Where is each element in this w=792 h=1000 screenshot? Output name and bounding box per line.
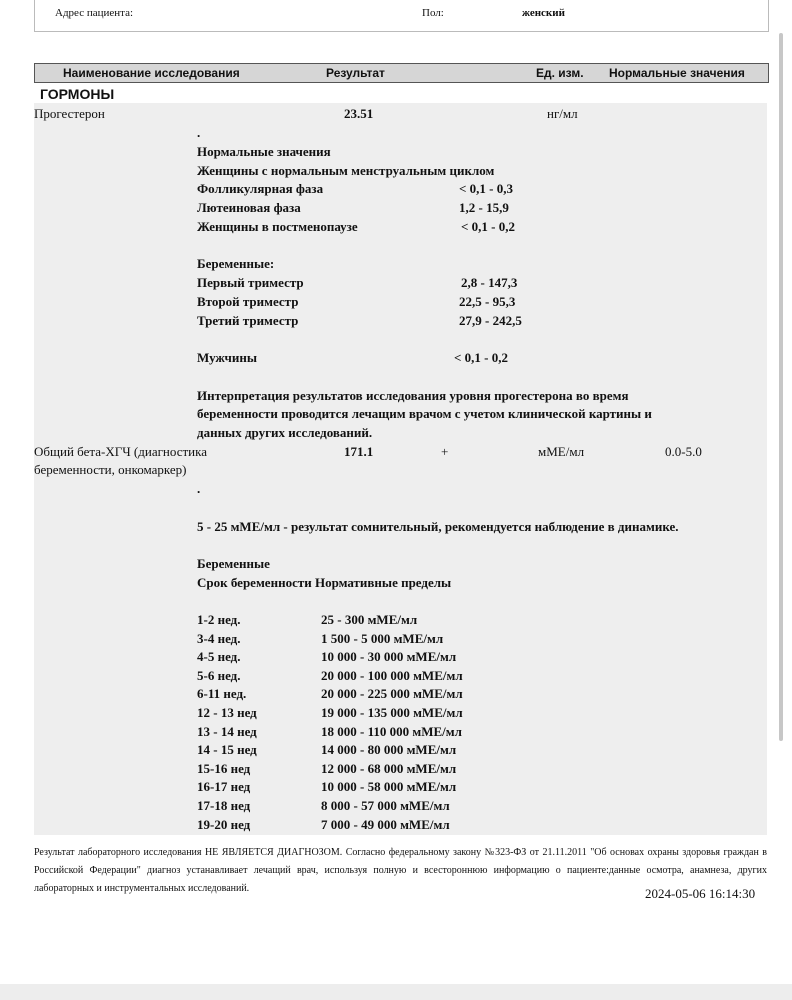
hcg-unit: мМЕ/мл xyxy=(538,444,585,459)
week-term: 14 - 15 нед xyxy=(197,742,257,758)
week-term: 5-6 нед. xyxy=(197,667,241,683)
hcg-name-line2: беременности, онкомаркер) xyxy=(34,462,187,477)
col-result: Результат xyxy=(326,66,385,80)
week-term: 19-20 нед xyxy=(197,816,251,832)
week-range: 7 000 - 49 000 мМЕ/мл xyxy=(321,816,450,832)
hcg-note: 5 - 25 мМЕ/мл - результат сомнительный, рекомендуется наблюдение в динамике. xyxy=(197,519,679,534)
hcg-normal: 0.0-5.0 xyxy=(665,444,702,459)
trimester-label: Третий триместр xyxy=(197,313,299,328)
progesterone-ref-title: Нормальные значения xyxy=(197,144,331,159)
progesterone-dot: . xyxy=(197,125,201,140)
patient-info-box xyxy=(34,0,769,32)
week-range: 25 - 300 мМЕ/мл xyxy=(321,612,418,627)
sex-value: женский xyxy=(522,7,565,19)
men-label: Мужчины xyxy=(197,350,257,365)
bottom-bar xyxy=(0,984,792,1000)
week-range: 19 000 - 135 000 мМЕ/мл xyxy=(321,705,463,720)
week-term: 3-4 нед. xyxy=(197,630,241,646)
pregnant-title: Беременные: xyxy=(197,256,275,271)
address-label: Адрес пациента: xyxy=(55,7,134,19)
hcg-flag: + xyxy=(441,444,449,459)
week-term: 1-2 нед. xyxy=(197,612,241,627)
week-term: 6-11 нед. xyxy=(197,686,247,702)
hcg-columns-label: Срок беременности Нормативные пределы xyxy=(197,575,452,590)
week-range: 14 000 - 80 000 мМЕ/мл xyxy=(321,742,457,758)
interpretation-line: беременности проводится лечащим врачом с учетом клинической картины и xyxy=(197,406,652,421)
interpretation-line: Интерпретация результатов исследования уровня прогестерона во время xyxy=(197,388,629,403)
section-title: ГОРМОНЫ xyxy=(40,86,115,102)
range-label: Женщины в постменопаузе xyxy=(197,219,358,234)
disclaimer-text: Результат лабораторного исследования НЕ ЯВЛЯЕТСЯ ДИАГНОЗОМ. Согласно федеральному закону №323-ФЗ от 21.11.2011 "Об основах охраны здоровья граждан в Российской Федерации" диагноз устанавливает лечащий врач, используя полную и всестороннюю информацию о пациенте:данные осмотра, анамнеза, других лабораторных и инструментальных исследований. xyxy=(34,847,767,894)
col-normal: Нормальные значения xyxy=(609,66,745,80)
trimester-label: Второй триместр xyxy=(197,294,299,309)
week-term: 4-5 нед. xyxy=(197,649,241,665)
week-term: 13 - 14 нед xyxy=(197,723,257,739)
trimester-value: 22,5 - 95,3 xyxy=(459,294,516,309)
col-name: Наименование исследования xyxy=(63,66,240,80)
week-range: 1 500 - 5 000 мМЕ/мл xyxy=(321,630,444,646)
range-label: Фолликулярная фаза xyxy=(197,181,324,196)
hcg-dot: . xyxy=(197,481,201,496)
range-label: Лютеиновая фаза xyxy=(197,200,301,215)
sex-label: Пол: xyxy=(422,7,444,19)
week-range: 20 000 - 100 000 мМЕ/мл xyxy=(321,667,463,683)
progesterone-name: Прогестерон xyxy=(34,106,105,121)
range-value: < 0,1 - 0,3 xyxy=(459,181,513,196)
week-range: 8 000 - 57 000 мМЕ/мл xyxy=(321,798,450,813)
week-range: 10 000 - 58 000 мМЕ/мл xyxy=(321,779,457,795)
week-term: 12 - 13 нед xyxy=(197,705,257,720)
men-value: < 0,1 - 0,2 xyxy=(454,350,508,365)
progesterone-result: 23.51 xyxy=(344,106,374,121)
hcg-result: 171.1 xyxy=(344,444,374,459)
week-range: 20 000 - 225 000 мМЕ/мл xyxy=(321,686,463,702)
week-range: 10 000 - 30 000 мМЕ/мл xyxy=(321,649,457,665)
hcg-pregnant-title: Беременные xyxy=(197,556,270,571)
week-term: 17-18 нед xyxy=(197,798,251,813)
week-term: 15-16 нед xyxy=(197,760,251,776)
trimester-label: Первый триместр xyxy=(197,275,304,290)
range-value: < 0,1 - 0,2 xyxy=(461,219,515,234)
scrollbar-thumb[interactable] xyxy=(779,33,783,741)
week-range: 12 000 - 68 000 мМЕ/мл xyxy=(321,760,457,776)
progesterone-unit: нг/мл xyxy=(547,106,578,121)
col-unit: Ед. изм. xyxy=(536,66,584,80)
week-range: 18 000 - 110 000 мМЕ/мл xyxy=(321,723,462,739)
table-header xyxy=(34,63,769,83)
progesterone-ref-subtitle: Женщины с нормальным менструальным циклом xyxy=(197,163,495,178)
range-value: 1,2 - 15,9 xyxy=(459,200,509,215)
week-term: 16-17 нед xyxy=(197,779,251,795)
interpretation-line: данных других исследований. xyxy=(197,425,373,440)
trimester-value: 27,9 - 242,5 xyxy=(459,313,522,328)
hcg-name-line1: Общий бета-ХГЧ (диагностика xyxy=(34,444,208,459)
timestamp: 2024-05-06 16:14:30 xyxy=(645,886,756,901)
trimester-value: 2,8 - 147,3 xyxy=(461,275,518,290)
